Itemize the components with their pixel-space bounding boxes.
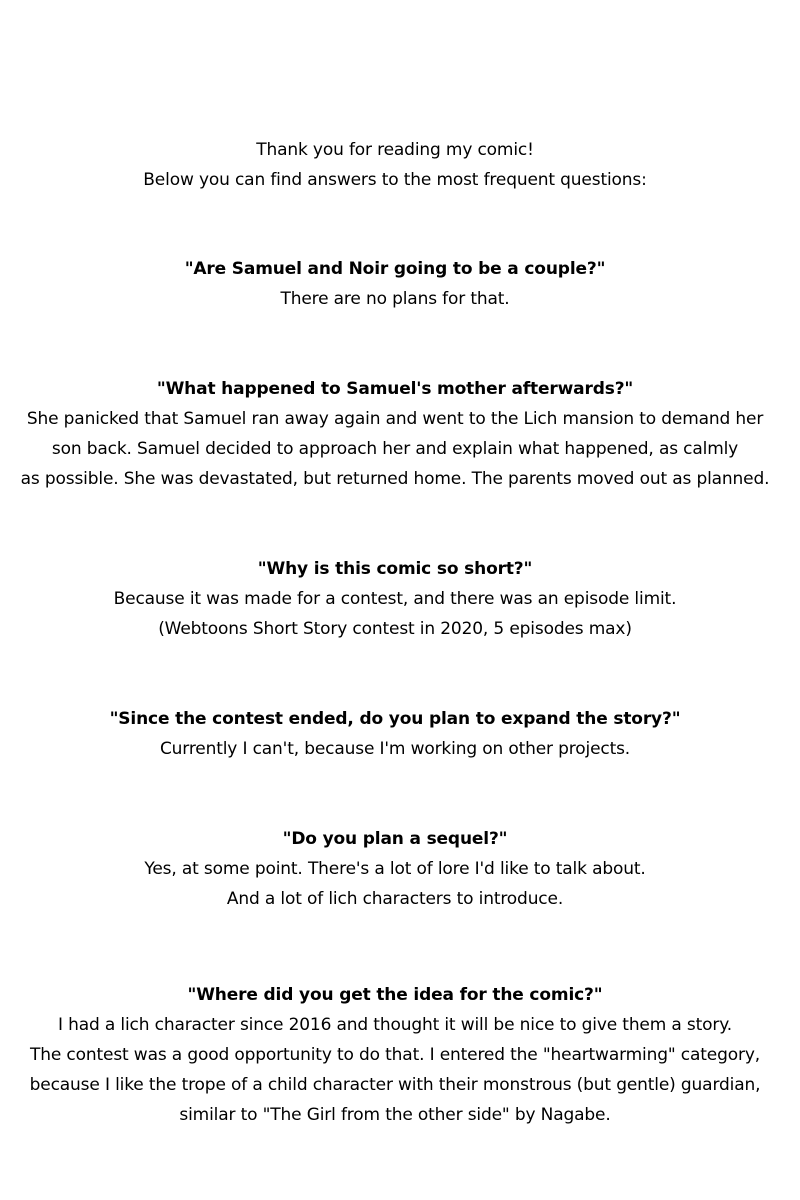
faq-answer-expand: Currently I can't, because I'm working on other projects. <box>159 739 631 759</box>
faq-question-couple: "Are Samuel and Noir going to be a couple?" <box>184 259 606 279</box>
faq-question-short: "Why is this comic so short?" <box>257 559 533 579</box>
faq-answer-mother-line2: son back. Samuel decided to approach her and explain what happened, as calmly <box>51 439 739 459</box>
intro-thanks: Thank you for reading my comic! <box>256 140 534 160</box>
faq-answer-mother-line1: She panicked that Samuel ran away again and went to the Lich mansion to demand her <box>26 409 764 429</box>
faq-question-expand: "Since the contest ended, do you plan to expand the story?" <box>109 709 681 729</box>
faq-answer-sequel-line2: And a lot of lich characters to introduce. <box>226 889 564 909</box>
faq-answer-sequel-line1: Yes, at some point. There's a lot of lore I'd like to talk about. <box>144 859 646 879</box>
faq-answer-mother-line3: as possible. She was devastated, but returned home. The parents moved out as planned. <box>20 469 770 489</box>
faq-answer-short-line2: (Webtoons Short Story contest in 2020, 5 episodes max) <box>158 619 632 639</box>
faq-answer-short-line1: Because it was made for a contest, and there was an episode limit. <box>113 589 677 609</box>
faq-answer-idea-line3: because I like the trope of a child character with their monstrous (but gentle) guardian, <box>29 1075 761 1095</box>
faq-question-mother: "What happened to Samuel's mother afterwards?" <box>156 379 634 399</box>
faq-question-sequel: "Do you plan a sequel?" <box>282 829 508 849</box>
faq-question-idea: "Where did you get the idea for the comic?" <box>187 985 603 1005</box>
faq-answer-idea-line1: I had a lich character since 2016 and thought it will be nice to give them a story. <box>57 1015 732 1035</box>
faq-answer-couple: There are no plans for that. <box>280 289 510 309</box>
faq-answer-idea-line4: similar to "The Girl from the other side" by Nagabe. <box>179 1105 611 1125</box>
intro-subtitle: Below you can find answers to the most frequent questions: <box>143 170 647 190</box>
faq-answer-idea-line2: The contest was a good opportunity to do that. I entered the "heartwarming" category, <box>30 1045 760 1065</box>
